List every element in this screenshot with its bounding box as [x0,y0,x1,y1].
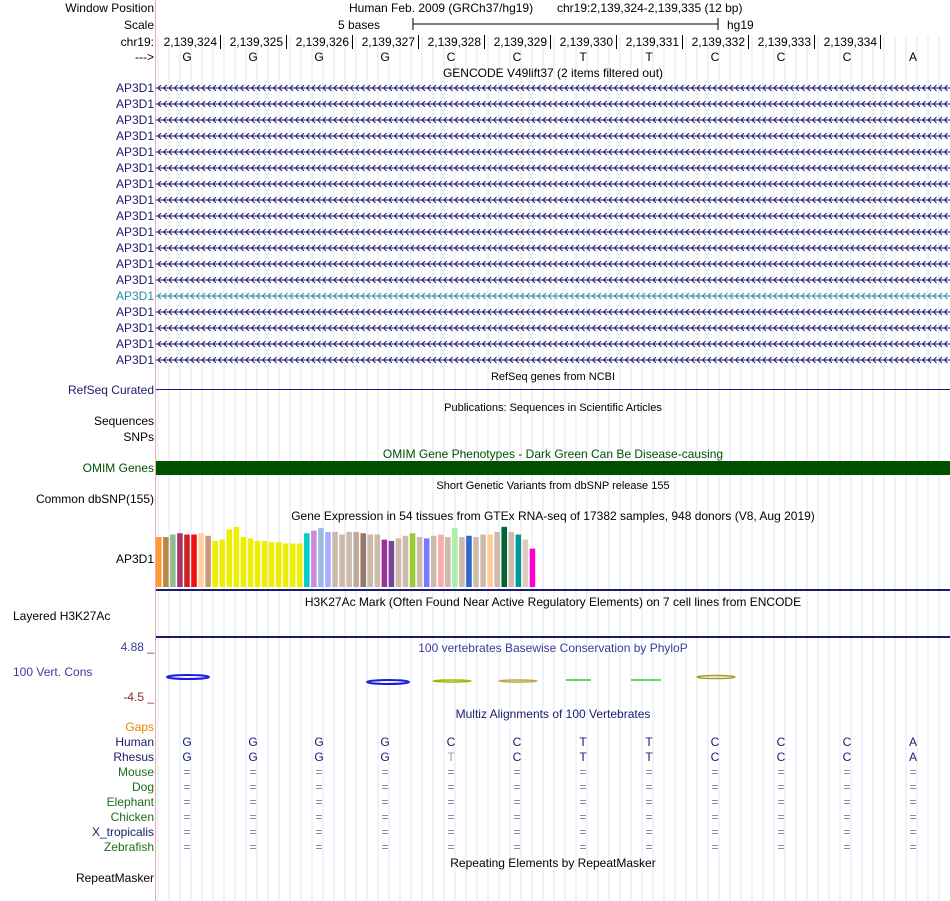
gencode-transcript-line[interactable] [156,274,950,286]
multiz-track-title: Multiz Alignments of 100 Vertebrates [455,707,651,721]
assembly-name: hg19 [727,18,754,32]
alignment-base: C [776,735,786,749]
gtex-tissue-bar[interactable] [205,536,211,587]
gtex-tissue-bar[interactable] [431,536,437,587]
gtex-tissue-bar[interactable] [297,543,303,587]
alignment-base: G [314,750,324,764]
alignment-base: = [447,825,455,839]
chrom-label: chr19: [120,35,154,49]
dbsnp-track-title: Short Genetic Variants from dbSNP release 155 [436,480,670,492]
alignment-base: = [513,795,521,809]
alignment-base: = [711,810,719,824]
refseq-line[interactable] [156,389,950,390]
ruler-tick [880,35,881,49]
gencode-transcript-label[interactable]: AP3D1 [115,209,154,223]
gencode-transcript-label[interactable]: AP3D1 [115,97,154,111]
alignment-base: = [777,840,785,854]
alignment-base: G [380,735,390,749]
omim-label[interactable]: OMIM Genes [82,461,154,475]
gtex-tissue-bar[interactable] [184,535,190,587]
gtex-bar-chart[interactable] [156,522,950,592]
alignment-base: G [380,750,390,764]
alignment-base: T [645,735,653,749]
ruler-coordinate: 2,139,328 [427,35,481,49]
alignment-base: = [315,765,323,779]
alignment-base: = [777,795,785,809]
alignment-base: C [842,750,852,764]
alignment-base: T [645,750,653,764]
alignment-base: = [249,810,257,824]
scale-bar [380,14,725,34]
gtex-tissue-bar[interactable] [212,541,218,587]
gtex-tissue-bar[interactable] [459,537,465,587]
species-label[interactable]: Rhesus [113,750,154,764]
gtex-tissue-bar[interactable] [452,528,458,587]
gtex-tissue-bar[interactable] [509,532,515,587]
alignment-base: = [909,795,917,809]
alignment-base: = [909,765,917,779]
alignment-base: = [843,840,851,854]
gtex-tissue-bar[interactable] [262,541,268,587]
repeatmasker-track-title: Repeating Elements by RepeatMasker [450,856,656,870]
alignment-base: = [447,780,455,794]
reference-base: G [380,50,390,64]
alignment-base: C [512,735,522,749]
gtex-tissue-bar[interactable] [276,542,282,587]
h3k27ac-baseline [156,636,950,638]
gtex-tissue-bar[interactable] [501,527,507,587]
gtex-gene-label[interactable]: AP3D1 [115,552,154,566]
sequences-label[interactable]: Sequences [93,414,154,428]
gencode-transcript-label[interactable]: AP3D1 [115,241,154,255]
gtex-tissue-bar[interactable] [360,533,366,587]
ruler-tick [748,35,749,49]
h3k27ac-track-title: H3K27Ac Mark (Often Found Near Active Regulatory Elements) on 7 cell lines from ENCODE [304,595,802,609]
ruler-tick [616,35,617,49]
alignment-base: C [446,735,456,749]
gaps-label[interactable]: Gaps [125,720,154,734]
ruler-coordinate: 2,139,330 [559,35,613,49]
alignment-base: = [909,780,917,794]
gencode-transcript-label[interactable]: AP3D1 [115,337,154,351]
gencode-transcript-line[interactable] [156,210,950,222]
alignment-base: = [711,765,719,779]
gencode-transcript-line[interactable] [156,146,950,158]
alignment-base: = [315,795,323,809]
alignment-base: C [710,735,720,749]
alignment-base: = [711,840,719,854]
ruler-coordinate: 2,139,334 [823,35,877,49]
gencode-transcript-label[interactable]: AP3D1 [115,129,154,143]
gtex-tissue-bar[interactable] [466,536,472,587]
alignment-base: = [381,765,389,779]
gencode-transcript-line[interactable] [156,114,950,126]
alignment-base: = [843,765,851,779]
alignment-base: = [777,780,785,794]
gencode-transcript-label[interactable]: AP3D1 [115,289,154,303]
reference-base: C [512,50,522,64]
alignment-base: C [512,750,522,764]
refseq-track-title: RefSeq genes from NCBI [490,371,616,383]
gencode-transcript-label[interactable]: AP3D1 [115,177,154,191]
alignment-base: = [579,780,587,794]
gencode-transcript-line[interactable] [156,306,950,318]
alignment-base: = [183,810,191,824]
gencode-transcript-label[interactable]: AP3D1 [115,193,154,207]
alignment-base: = [381,810,389,824]
gencode-transcript-label[interactable]: AP3D1 [115,305,154,319]
publications-track-title: Publications: Sequences in Scientific Articles [444,402,662,414]
gtex-tissue-bar[interactable] [403,536,409,587]
alignment-base: = [249,840,257,854]
gencode-transcript-line[interactable] [156,194,950,206]
gencode-track-title: GENCODE V49lift37 (2 items filtered out) [442,66,664,80]
alignment-base: = [843,780,851,794]
reference-base: C [842,50,852,64]
gtex-tissue-bar[interactable] [248,538,254,587]
reference-base: C [776,50,786,64]
alignment-base: = [843,810,851,824]
ruler-tick [352,35,353,49]
ruler-coordinate: 2,139,327 [361,35,415,49]
gencode-transcript-line[interactable] [156,258,950,270]
alignment-base: = [645,795,653,809]
dbsnp-label[interactable]: Common dbSNP(155) [35,492,154,506]
reference-base: C [446,50,456,64]
alignment-base: = [183,840,191,854]
alignment-base: G [248,750,258,764]
gencode-transcript-line[interactable] [156,290,950,302]
alignment-base: = [381,780,389,794]
refseq-label[interactable]: RefSeq Curated [67,383,154,397]
gencode-transcript-label[interactable]: AP3D1 [115,353,154,367]
gtex-tissue-bar[interactable] [396,538,402,587]
reference-base: T [645,50,653,64]
species-label[interactable]: Zebrafish [103,840,154,854]
alignment-base: = [843,825,851,839]
alignment-base: G [182,735,192,749]
gtex-tissue-bar[interactable] [290,543,296,587]
gtex-tissue-bar[interactable] [304,533,310,587]
gencode-transcript-label[interactable]: AP3D1 [115,321,154,335]
gencode-transcript-line[interactable] [156,130,950,142]
gtex-tissue-bar[interactable] [417,537,423,587]
alignment-base: = [711,780,719,794]
snps-label[interactable]: SNPs [123,430,154,444]
gtex-tissue-bar[interactable] [219,540,225,587]
gencode-transcript-label[interactable]: AP3D1 [115,81,154,95]
alignment-base: = [315,825,323,839]
gtex-tissue-bar[interactable] [325,532,331,587]
gtex-tissue-bar[interactable] [234,527,240,587]
gtex-tissue-bar[interactable] [473,537,479,587]
alignment-base: = [183,795,191,809]
alignment-base: C [776,750,786,764]
alignment-base: = [645,825,653,839]
alignment-base: = [447,795,455,809]
alignment-base: = [381,795,389,809]
phylop-min: -4.5 _ [123,690,154,704]
alignment-base: = [315,780,323,794]
gtex-tissue-bar[interactable] [480,535,486,587]
h3k27ac-label[interactable]: Layered H3K27Ac [13,609,111,623]
species-label[interactable]: Elephant [106,795,154,809]
alignment-base: = [249,765,257,779]
reference-base: G [182,50,192,64]
reference-base: G [248,50,258,64]
ruler-coordinate: 2,139,332 [691,35,745,49]
gtex-tissue-bar[interactable] [368,535,374,587]
assembly-title: Human Feb. 2009 (GRCh37/hg19) [349,1,534,15]
gtex-tissue-bar[interactable] [311,531,317,587]
species-label[interactable]: Mouse [117,765,154,779]
alignment-base: = [183,780,191,794]
ruler-coordinate: 2,139,329 [493,35,547,49]
ruler-coordinate: 2,139,333 [757,35,811,49]
gtex-tissue-bar[interactable] [389,541,395,587]
alignment-base: = [777,810,785,824]
gencode-transcript-label[interactable]: AP3D1 [115,225,154,239]
gtex-tissue-bar[interactable] [353,532,359,587]
gtex-tissue-bar[interactable] [424,538,430,587]
gtex-tissue-bar[interactable] [198,533,204,587]
species-label[interactable]: X_tropicalis [91,825,154,839]
strand-label: ---> [135,50,154,64]
species-label[interactable]: Human [115,735,154,749]
ruler-tick [682,35,683,49]
repeatmasker-label[interactable]: RepeatMasker [75,871,154,885]
gencode-transcript-line[interactable] [156,98,950,110]
phylop-label[interactable]: 100 Vert. Cons [13,665,93,679]
window-position-label: Window Position [65,1,154,15]
alignment-base: T [579,750,587,764]
alignment-base: = [183,765,191,779]
gencode-transcript-label[interactable]: AP3D1 [115,113,154,127]
phylop-max: 4.88 _ [120,640,154,654]
gencode-transcript-line[interactable] [156,338,950,350]
alignment-base: = [381,825,389,839]
alignment-base: T [447,750,455,764]
position-readout: chr19:2,139,324-2,139,335 (12 bp) [557,1,743,15]
gencode-transcript-line[interactable] [156,178,950,190]
gencode-transcript-line[interactable] [156,82,950,94]
species-label[interactable]: Dog [131,780,154,794]
alignment-base: = [513,810,521,824]
phylop-track-title: 100 vertebrates Basewise Conservation by PhyloP [418,641,688,655]
gtex-tissue-bar[interactable] [516,535,522,587]
gtex-tissue-bar[interactable] [191,535,197,587]
ruler-coordinate: 2,139,326 [295,35,349,49]
ruler-tick [484,35,485,49]
alignment-base: = [447,765,455,779]
reference-base: C [710,50,720,64]
alignment-base: = [909,825,917,839]
ruler-coordinate: 2,139,331 [625,35,679,49]
phylop-signal[interactable] [156,670,950,690]
alignment-base: = [579,840,587,854]
gencode-transcript-line[interactable] [156,322,950,334]
alignment-base: G [314,735,324,749]
gtex-tissue-bar[interactable] [227,529,233,587]
alignment-base: = [843,795,851,809]
reference-base: A [908,50,917,64]
ruler-coordinate: 2,139,324 [163,35,217,49]
alignment-base: G [248,735,258,749]
gtex-track-title: Gene Expression in 54 tissues from GTEx RNA-seq of 17382 samples, 948 donors (V8, Aug 2019) [291,509,815,523]
alignment-base: = [711,795,719,809]
gtex-tissue-bar[interactable] [241,537,247,587]
alignment-base: = [711,825,719,839]
gtex-tissue-bar[interactable] [494,532,500,587]
alignment-base: = [909,810,917,824]
ruler-tick [814,35,815,49]
gtex-tissue-bar[interactable] [438,535,444,587]
alignment-base: = [381,840,389,854]
alignment-base: A [908,735,917,749]
alignment-base: T [579,735,587,749]
gtex-tissue-bar[interactable] [445,537,451,587]
gtex-tissue-bar[interactable] [487,535,493,587]
gtex-tissue-bar[interactable] [530,549,536,587]
scale-text: 5 bases [338,18,381,32]
alignment-base: = [513,840,521,854]
alignment-base: = [909,840,917,854]
gtex-tissue-bar[interactable] [156,537,162,587]
alignment-base: = [645,810,653,824]
omim-bar[interactable] [156,461,950,475]
gtex-tissue-bar[interactable] [318,528,324,587]
alignment-base: C [710,750,720,764]
ruler-tick [550,35,551,49]
alignment-base: = [447,810,455,824]
alignment-base: = [777,765,785,779]
alignment-base: = [249,780,257,794]
alignment-base: = [249,795,257,809]
gencode-transcript-line[interactable] [156,354,950,366]
gtex-tissue-bar[interactable] [269,542,275,587]
alignment-base: = [579,795,587,809]
alignment-base: = [579,810,587,824]
gencode-transcript-label[interactable]: AP3D1 [115,161,154,175]
gencode-transcript-label[interactable]: AP3D1 [115,257,154,271]
alignment-base: = [645,780,653,794]
alignment-base: = [513,825,521,839]
gtex-tissue-bar[interactable] [346,532,352,587]
gencode-transcript-label[interactable]: AP3D1 [115,145,154,159]
gencode-transcript-line[interactable] [156,242,950,254]
scale-label: Scale [123,18,154,32]
alignment-base: = [447,840,455,854]
gtex-tissue-bar[interactable] [339,535,345,587]
alignment-base: A [908,750,917,764]
ruler-tick [220,35,221,49]
omim-track-title: OMIM Gene Phenotypes - Dark Green Can Be Disease-causing [382,447,724,461]
gtex-tissue-bar[interactable] [523,540,529,587]
gencode-transcript-label[interactable]: AP3D1 [115,273,154,287]
alignment-base: = [183,825,191,839]
alignment-base: = [513,765,521,779]
gtex-tissue-bar[interactable] [170,535,176,587]
gencode-transcript-line[interactable] [156,226,950,238]
alignment-base: = [645,765,653,779]
gtex-tissue-bar[interactable] [410,533,416,587]
alignment-base: = [579,825,587,839]
ruler-tick [418,35,419,49]
gencode-transcript-line[interactable] [156,162,950,174]
ruler-coordinate: 2,139,325 [229,35,283,49]
alignment-base: = [249,825,257,839]
alignment-base: = [579,765,587,779]
gtex-tissue-bar[interactable] [177,533,183,587]
ruler-tick [286,35,287,49]
alignment-base: = [513,780,521,794]
alignment-base: G [182,750,192,764]
gtex-tissue-bar[interactable] [382,540,388,587]
alignment-base: = [777,825,785,839]
reference-base: G [314,50,324,64]
species-label[interactable]: Chicken [110,810,154,824]
gtex-tissue-bar[interactable] [163,537,169,587]
gtex-tissue-bar[interactable] [332,532,338,587]
gtex-tissue-bar[interactable] [255,541,261,587]
alignment-base: C [842,735,852,749]
alignment-base: = [645,840,653,854]
alignment-base: = [315,810,323,824]
reference-base: T [579,50,587,64]
gtex-tissue-bar[interactable] [283,543,289,587]
alignment-base: = [315,840,323,854]
gtex-tissue-bar[interactable] [375,535,381,587]
